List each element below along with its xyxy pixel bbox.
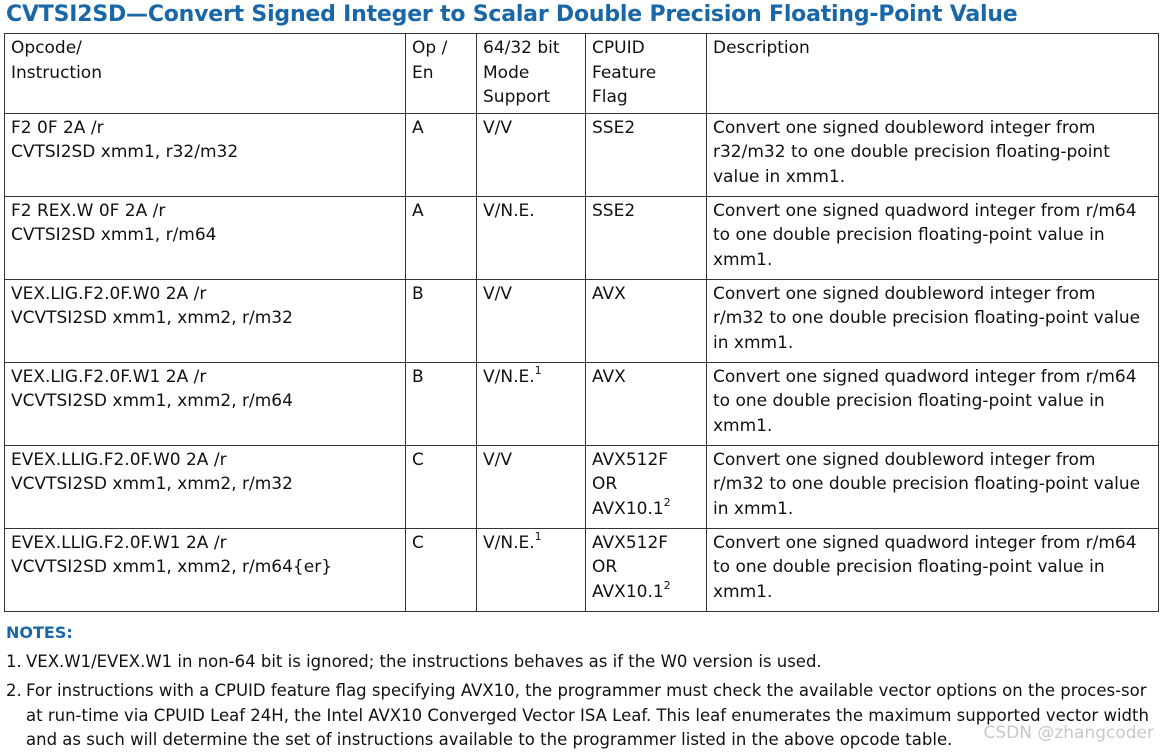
footnote-ref: 1 — [534, 363, 542, 377]
cell-description: Convert one signed quadword integer from r/m64 to one double precision floating-point value in xmm1. — [707, 362, 1159, 445]
cell-op-en: C — [406, 528, 477, 611]
cell-mode-support: V/N.E.$^1$ — [477, 528, 586, 611]
table-row — [5, 279, 1159, 362]
header-mode-support: 64/32 bit Mode Support — [477, 34, 586, 114]
table-row — [5, 196, 1159, 279]
table-row — [5, 528, 1159, 611]
note-1 — [6, 650, 1156, 675]
opcode-table — [4, 33, 1159, 612]
cell-cpuid-flag: AVX — [586, 362, 707, 445]
note-number: 1. — [6, 652, 22, 671]
cell-mode-support: V/N.E. — [477, 196, 586, 279]
cell-cpuid-flag: AVX512F OR AVX10.1$^2$ — [586, 528, 707, 611]
footnote-ref: 2 — [663, 495, 671, 509]
cell-mode-support: V/V — [477, 279, 586, 362]
cell-opcode: F2 REX.W 0F 2A /r CVTSI2SD xmm1, r/m64 — [5, 196, 406, 279]
cell-op-en: C — [406, 445, 477, 528]
table-header-row — [5, 34, 1159, 114]
cell-cpuid-flag: AVX512F OR AVX10.1$^2$ — [586, 445, 707, 528]
cell-cpuid-flag: SSE2 — [586, 196, 707, 279]
header-cpuid-flag: CPUID Feature Flag — [586, 34, 707, 114]
cell-mode-support: V/N.E.$^1$ — [477, 362, 586, 445]
page-title: CVTSI2SD—Convert Signed Integer to Scalar Double Precision Floating-Point Value — [6, 2, 1018, 27]
table-row — [5, 445, 1159, 528]
cell-description: Convert one signed doubleword integer from r/m32 to one double precision floating-point value in xmm1. — [707, 445, 1159, 528]
cell-cpuid-flag: AVX — [586, 279, 707, 362]
cell-opcode: VEX.LIG.F2.0F.W0 2A /r VCVTSI2SD xmm1, xmm2, r/m32 — [5, 279, 406, 362]
cell-opcode: VEX.LIG.F2.0F.W1 2A /r VCVTSI2SD xmm1, xmm2, r/m64 — [5, 362, 406, 445]
table-row — [5, 113, 1159, 196]
note-text: For instructions with a CPUID feature flag specifying AVX10, the programmer must check the available vector options on the proces-sor at run-time via CPUID Leaf 24H, the Intel AVX10 Converged Vector ISA Leaf. This leaf enumerates the maximum supported vector width and as such will determine the set of instructions available to the programmer listed in the above opcode table. — [26, 681, 1149, 749]
header-op-en: Op / En — [406, 34, 477, 114]
cell-op-en: A — [406, 196, 477, 279]
note-number: 2. — [6, 681, 22, 700]
note-text: VEX.W1/EVEX.W1 in non-64 bit is ignored; the instructions behaves as if the W0 version is used. — [26, 652, 822, 671]
header-description: Description — [707, 34, 1159, 114]
cell-description: Convert one signed doubleword integer from r/m32 to one double precision floating-point value in xmm1. — [707, 279, 1159, 362]
cell-op-en: A — [406, 113, 477, 196]
cell-op-en: B — [406, 279, 477, 362]
cell-cpuid-flag: SSE2 — [586, 113, 707, 196]
cell-description: Convert one signed quadword integer from r/m64 to one double precision floating-point value in xmm1. — [707, 528, 1159, 611]
cell-opcode: EVEX.LLIG.F2.0F.W0 2A /r VCVTSI2SD xmm1, xmm2, r/m32 — [5, 445, 406, 528]
cell-opcode: EVEX.LLIG.F2.0F.W1 2A /r VCVTSI2SD xmm1, xmm2, r/m64{er} — [5, 528, 406, 611]
cell-opcode: F2 0F 2A /r CVTSI2SD xmm1, r32/m32 — [5, 113, 406, 196]
notes-heading: NOTES: — [6, 623, 73, 642]
footnote-ref: 1 — [534, 529, 542, 543]
cell-mode-support: V/V — [477, 113, 586, 196]
cell-description: Convert one signed doubleword integer from r32/m32 to one double precision floating-point value in xmm1. — [707, 113, 1159, 196]
header-opcode: Opcode/ Instruction — [5, 34, 406, 114]
footnote-ref: 2 — [663, 578, 671, 592]
watermark: CSDN @zhangcoder — [983, 723, 1154, 743]
cell-description: Convert one signed quadword integer from r/m64 to one double precision floating-point value in xmm1. — [707, 196, 1159, 279]
cell-op-en: B — [406, 362, 477, 445]
cell-mode-support: V/V — [477, 445, 586, 528]
table-row — [5, 362, 1159, 445]
